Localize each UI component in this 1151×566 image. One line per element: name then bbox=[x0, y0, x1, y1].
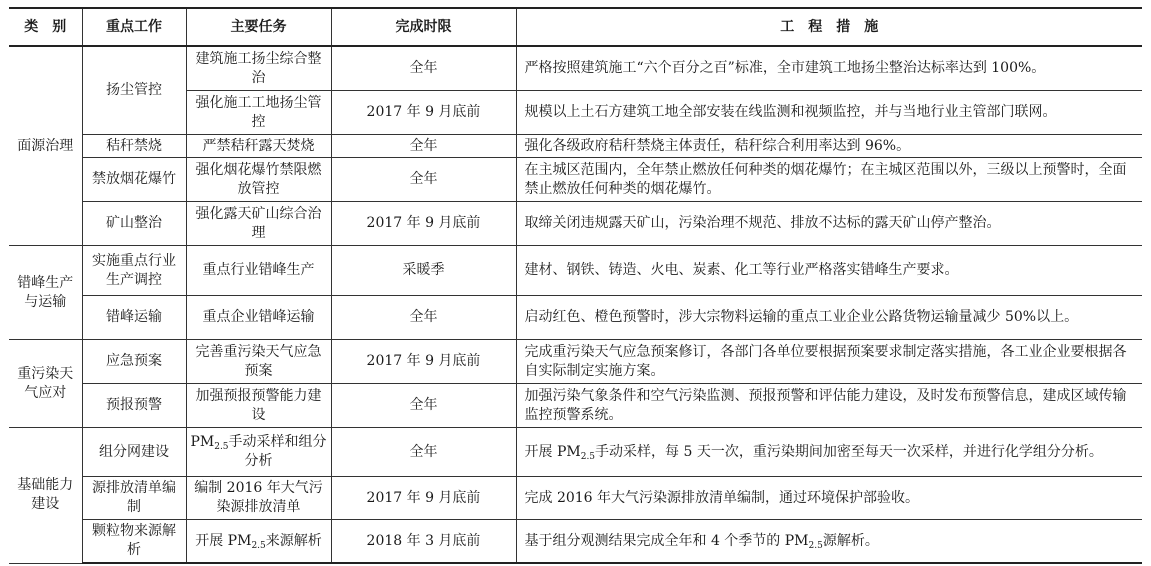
deadline-cell: 采暖季 bbox=[331, 246, 516, 296]
deadline-cell: 全年 bbox=[331, 428, 516, 477]
measure-cell: 在主城区范围内，全年禁止燃放任何种类的烟花爆竹；在主城区范围以外，三级以上预警时，全面禁止燃放任何种类的烟花爆竹。 bbox=[516, 158, 1142, 202]
key-work-cell: 预报预警 bbox=[82, 384, 186, 428]
table-row bbox=[9, 384, 1142, 428]
measure-text: 开展 PM bbox=[524, 443, 581, 460]
measure-cell bbox=[516, 428, 1142, 477]
key-work-cell: 组分网建设 bbox=[82, 428, 186, 477]
main-task-cell: 编制 2016 年大气污染源排放清单 bbox=[186, 477, 331, 520]
measure-cell: 严格按照建筑施工“六个百分之百”标准，全市建筑工地扬尘整治达标率达到 100%。 bbox=[516, 46, 1142, 91]
pm-subscript: 2.5 bbox=[214, 442, 229, 452]
key-work-cell: 扬尘管控 bbox=[82, 46, 186, 135]
main-task-cell: 严禁秸秆露天焚烧 bbox=[186, 135, 331, 158]
table-row bbox=[9, 428, 1142, 477]
header-deadline: 完成时限 bbox=[331, 8, 516, 46]
pm-text: PM bbox=[190, 434, 215, 450]
task-text: 开展 PM bbox=[195, 532, 252, 549]
table-row bbox=[9, 158, 1142, 202]
header-key-work: 重点工作 bbox=[82, 8, 186, 46]
main-task-cell: 加强预报预警能力建设 bbox=[186, 384, 331, 428]
key-work-cell: 矿山整治 bbox=[82, 202, 186, 246]
measure-cell: 完成重污染天气应急预案修订，各部门各单位要根据预案要求制定落实措施，各工业企业要根据各自实际制定实施方案。 bbox=[516, 340, 1142, 384]
category-cell: 面源治理 bbox=[9, 46, 82, 246]
table-row bbox=[9, 477, 1142, 520]
main-task-cell: 强化施工工地扬尘管控 bbox=[186, 91, 331, 135]
measure-cell: 加强污染气象条件和空气污染监测、预报预警和评估能力建设，及时发布预警信息，建成区域传输监控预警系统。 bbox=[516, 384, 1142, 428]
deadline-cell: 2017 年 9 月底前 bbox=[331, 91, 516, 135]
deadline-cell: 2017 年 9 月底前 bbox=[331, 477, 516, 520]
table-header bbox=[9, 8, 1142, 46]
measures-table bbox=[9, 7, 1142, 564]
table-row bbox=[9, 202, 1142, 246]
task-text: 来源解析 bbox=[265, 532, 322, 549]
main-task-cell: 强化露天矿山综合治理 bbox=[186, 202, 331, 246]
main-task-cell: 完善重污染天气应急预案 bbox=[186, 340, 331, 384]
deadline-cell: 全年 bbox=[331, 46, 516, 91]
measure-text: 手动采样，每 5 天一次，重污染期间加密至每天一次采样，并进行化学组分分析。 bbox=[595, 443, 1103, 460]
measure-cell: 强化各级政府秸秆禁烧主体责任，秸秆综合利用率达到 96%。 bbox=[516, 135, 1142, 158]
deadline-cell: 全年 bbox=[331, 384, 516, 428]
task-text: 手动采样和组分分析 bbox=[228, 434, 327, 469]
deadline-cell: 2017 年 9 月底前 bbox=[331, 340, 516, 384]
measure-cell: 启动红色、橙色预警时，涉大宗物料运输的重点工业企业公路货物运输量减少 50%以上。 bbox=[516, 296, 1142, 340]
key-work-cell: 实施重点行业生产调控 bbox=[82, 246, 186, 296]
table-row bbox=[9, 520, 1142, 564]
measure-cell: 取缔关闭违规露天矿山，污染治理不规范、排放不达标的露天矿山停产整治。 bbox=[516, 202, 1142, 246]
header-main-task: 主要任务 bbox=[186, 8, 331, 46]
deadline-cell: 全年 bbox=[331, 135, 516, 158]
key-work-cell: 源排放清单编制 bbox=[82, 477, 186, 520]
measure-cell bbox=[516, 520, 1142, 564]
deadline-cell: 2018 年 3 月底前 bbox=[331, 520, 516, 564]
measure-text: 源解析。 bbox=[822, 532, 879, 549]
main-task-cell bbox=[186, 520, 331, 564]
key-work-cell: 秸秆禁烧 bbox=[82, 135, 186, 158]
measure-cell: 规模以上土石方建筑工地全部安装在线监测和视频监控，并与当地行业主管部门联网。 bbox=[516, 91, 1142, 135]
category-cell: 重污染天气应对 bbox=[9, 340, 82, 428]
measure-text: 基于组分观测结果完成全年和 4 个季节的 PM bbox=[524, 532, 809, 549]
main-task-cell: 强化烟花爆竹禁限燃放管控 bbox=[186, 158, 331, 202]
key-work-cell: 颗粒物来源解析 bbox=[82, 520, 186, 564]
header-row bbox=[9, 8, 1142, 46]
table-body bbox=[9, 46, 1142, 563]
key-work-cell: 应急预案 bbox=[82, 340, 186, 384]
category-cell: 错峰生产与运输 bbox=[9, 246, 82, 340]
main-task-cell: 建筑施工扬尘综合整治 bbox=[186, 46, 331, 91]
header-category: 类 别 bbox=[9, 8, 82, 46]
key-work-cell: 禁放烟花爆竹 bbox=[82, 158, 186, 202]
table-row bbox=[9, 340, 1142, 384]
table-row bbox=[9, 296, 1142, 340]
measures-table-container bbox=[9, 7, 1142, 564]
table-row bbox=[9, 46, 1142, 91]
pm-subscript: 2.5 bbox=[580, 451, 596, 462]
measure-cell: 建材、钢铁、铸造、火电、炭素、化工等行业严格落实错峰生产要求。 bbox=[516, 246, 1142, 296]
table-row bbox=[9, 246, 1142, 296]
main-task-cell: 重点企业错峰运输 bbox=[186, 296, 331, 340]
main-task-cell: 重点行业错峰生产 bbox=[186, 246, 331, 296]
category-cell: 基础能力建设 bbox=[9, 428, 82, 564]
table-row bbox=[9, 135, 1142, 158]
key-work-cell: 错峰运输 bbox=[82, 296, 186, 340]
header-measures: 工 程 措 施 bbox=[516, 8, 1142, 46]
deadline-cell: 2017 年 9 月底前 bbox=[331, 202, 516, 246]
pm-subscript: 2.5 bbox=[808, 540, 823, 551]
deadline-cell: 全年 bbox=[331, 158, 516, 202]
pm-subscript: 2.5 bbox=[251, 540, 266, 551]
measure-cell: 完成 2016 年大气污染源排放清单编制，通过环境保护部验收。 bbox=[516, 477, 1142, 520]
main-task-cell bbox=[186, 428, 331, 477]
deadline-cell: 全年 bbox=[331, 296, 516, 340]
